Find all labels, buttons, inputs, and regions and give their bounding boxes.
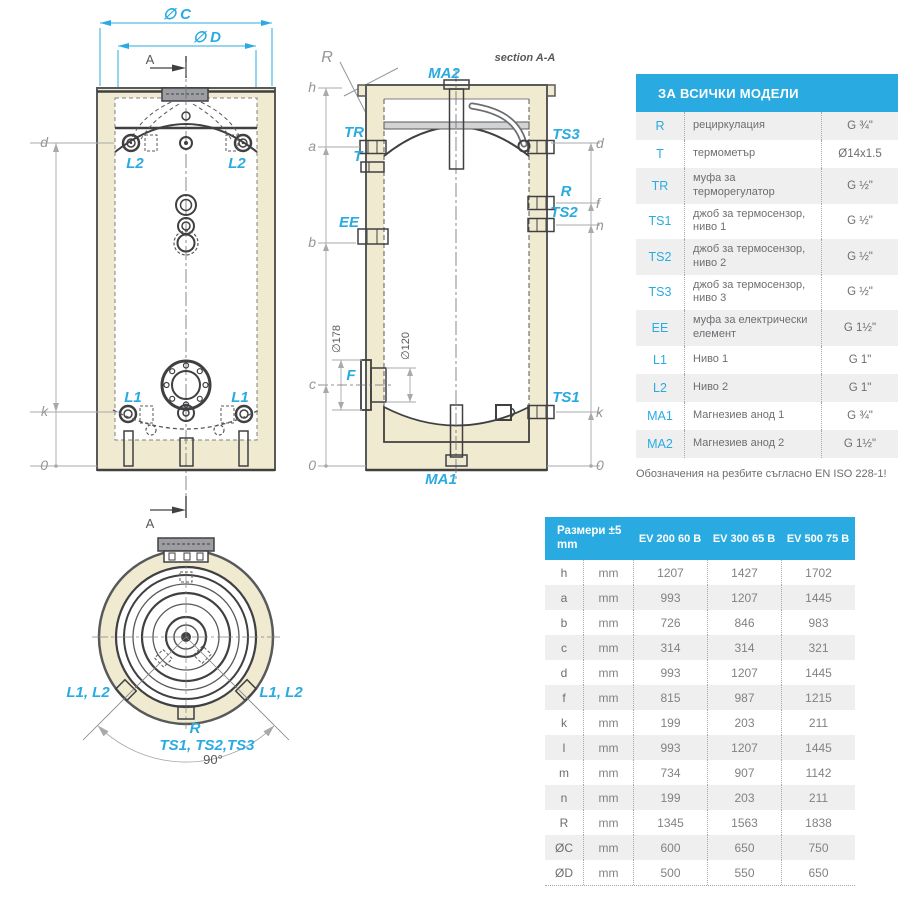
- dim-letter: ØD: [555, 865, 573, 880]
- dimensions-table-header: [545, 517, 855, 560]
- dim-letter: d: [560, 665, 568, 680]
- port-size: G ½": [847, 286, 873, 299]
- table-row: [545, 710, 855, 735]
- dim-letter: R: [559, 815, 569, 830]
- table-row: [545, 660, 855, 685]
- dim-letter: h: [560, 565, 568, 580]
- port-size: Ø14x1.5: [838, 148, 882, 160]
- table-row: [545, 560, 855, 585]
- nameplate-top: [158, 538, 214, 562]
- port-desc: муфа за терморегулатор: [684, 168, 822, 204]
- port-code: MA2: [647, 436, 673, 451]
- label-l2-left: L2: [126, 155, 144, 172]
- table-row: [636, 402, 898, 430]
- dim-radius: R: [321, 49, 333, 66]
- dim-value: 726: [633, 610, 707, 635]
- dim-value: 199: [633, 785, 707, 810]
- label-l1-left: L1: [124, 389, 142, 406]
- table-row: [636, 239, 898, 275]
- dim-value: 211: [781, 785, 855, 810]
- port-size: G ½": [847, 250, 873, 263]
- dim-letter: k: [561, 715, 567, 730]
- table-row: [545, 610, 855, 635]
- dim-letter: l: [562, 740, 566, 755]
- port-code: MA1: [647, 408, 673, 423]
- port-desc: Ниво 1: [684, 346, 822, 374]
- port-desc: рециркулация: [684, 112, 822, 140]
- section-cut-letter-bottom: A: [145, 516, 155, 531]
- dim-value: 650: [781, 860, 855, 885]
- port-code: R: [655, 119, 665, 133]
- label-l1l2-right: L1, L2: [259, 684, 303, 701]
- dim-value: 203: [707, 710, 781, 735]
- table-row: [545, 810, 855, 835]
- dim-dia-120: ∅120: [400, 332, 412, 360]
- port-desc: муфа за електрически елемент: [684, 310, 822, 346]
- dim-value: 983: [781, 610, 855, 635]
- dim-value: 987: [707, 685, 781, 710]
- label-r-port: R: [560, 183, 572, 200]
- dim-n: n: [596, 217, 604, 233]
- dim-a: a: [308, 138, 316, 154]
- dim-value: 1445: [781, 660, 855, 685]
- dim-value: 993: [633, 660, 707, 685]
- port-code: TS3: [648, 285, 672, 300]
- dim-value: 750: [781, 835, 855, 860]
- port-code: TS2: [648, 249, 672, 264]
- port-code: T: [656, 147, 664, 161]
- label-tr: TR: [344, 124, 364, 141]
- dim-value: 1207: [633, 560, 707, 585]
- table-row: [545, 635, 855, 660]
- port-code: TR: [651, 178, 669, 193]
- table-row: [545, 760, 855, 785]
- dim-c: c: [309, 376, 316, 392]
- dim-value: 314: [633, 635, 707, 660]
- dim-value: 1215: [781, 685, 855, 710]
- dim-value: 1563: [707, 810, 781, 835]
- connections-table-title: ЗА ВСИЧКИ МОДЕЛИ: [636, 74, 898, 112]
- table-row: [636, 430, 898, 458]
- dim-unit: mm: [583, 785, 633, 810]
- table-row: [636, 346, 898, 374]
- dim-unit: mm: [583, 585, 633, 610]
- table-row: [545, 785, 855, 810]
- dimensions-table: [545, 517, 855, 886]
- dim-value: 1838: [781, 810, 855, 835]
- port-desc: джоб за термосензор, ниво 1: [684, 204, 822, 240]
- dim-letter: f: [562, 690, 566, 705]
- dim-letter: ØC: [555, 840, 573, 855]
- label-ts1: TS1: [552, 389, 580, 406]
- dim-unit: mm: [583, 710, 633, 735]
- label-ts3: TS3: [552, 126, 580, 143]
- dim-unit: mm: [583, 735, 633, 760]
- port-code: EE: [651, 320, 669, 335]
- model-header: EV 500 75 B: [786, 532, 850, 545]
- dim-value: 1445: [781, 585, 855, 610]
- label-ts2: TS2: [550, 204, 578, 221]
- label-angle: 90°: [203, 752, 223, 767]
- dim-value: 203: [707, 785, 781, 810]
- dim-value: 846: [707, 610, 781, 635]
- dim-value: 600: [633, 835, 707, 860]
- front-view: [30, 6, 275, 531]
- dim-value: 321: [781, 635, 855, 660]
- port-desc: Ниво 2: [684, 374, 822, 402]
- table-row: [545, 685, 855, 710]
- port-desc: термометър: [684, 140, 822, 168]
- dim-value: 1702: [781, 560, 855, 585]
- port-code: TS1: [648, 214, 672, 229]
- dim-value: 1427: [707, 560, 781, 585]
- dim-value: 199: [633, 710, 707, 735]
- section-cut-letter: A: [145, 52, 155, 67]
- label-t: T: [353, 148, 363, 165]
- port-size: G 1": [848, 353, 872, 366]
- dim-k-right: k: [596, 404, 603, 420]
- dim-value: 1207: [707, 660, 781, 685]
- dim-value: 1207: [707, 735, 781, 760]
- label-f: F: [346, 367, 356, 384]
- dim-letter: a: [560, 590, 568, 605]
- dim-value: 1345: [633, 810, 707, 835]
- dim-unit: mm: [583, 860, 633, 885]
- dim-h: h: [308, 79, 316, 95]
- connections-table-body: [636, 112, 898, 458]
- table-row: [636, 204, 898, 240]
- connections-table: [636, 74, 898, 480]
- label-ts-group: TS1, TS2,TS3: [159, 737, 255, 754]
- dim-letter: n: [560, 790, 568, 805]
- dim-value: 734: [633, 760, 707, 785]
- dim-k: k: [41, 403, 48, 419]
- port-size: G 1½": [843, 437, 877, 450]
- thread-note: Обозначения на резбите съгласно EN ISO 228-1!: [636, 467, 887, 480]
- dims-header-label: Размери ±5 mm: [557, 524, 622, 551]
- model-header: EV 200 60 B: [638, 532, 702, 545]
- port-desc: джоб за термосензор, ниво 3: [684, 275, 822, 311]
- dim-value: 815: [633, 685, 707, 710]
- dim-unit: mm: [583, 810, 633, 835]
- section-view: [308, 49, 605, 488]
- dim-value: 1445: [781, 735, 855, 760]
- dim-dia-178: ∅178: [331, 325, 343, 353]
- dim-value: 1142: [781, 760, 855, 785]
- label-l1l2-left: L1, L2: [66, 684, 110, 701]
- port-desc: Магнезиев анод 2: [684, 430, 822, 458]
- dim-value: 1207: [707, 585, 781, 610]
- dim-value: 993: [633, 735, 707, 760]
- dim-unit: mm: [583, 835, 633, 860]
- port-size: G 1½": [843, 321, 877, 334]
- dim-unit: mm: [583, 635, 633, 660]
- table-row: [545, 860, 855, 885]
- dim-zero-right: 0: [596, 457, 604, 473]
- port-size: G 1": [848, 381, 872, 394]
- label-ma1: MA1: [425, 471, 457, 488]
- dim-b: b: [308, 234, 316, 250]
- dim-d: d: [40, 134, 48, 150]
- table-row: [636, 275, 898, 311]
- dim-dia-c: ∅ C: [162, 6, 192, 23]
- table-row: [636, 112, 898, 140]
- model-header: EV 300 65 B: [712, 532, 776, 545]
- section-title: section A-A: [494, 52, 556, 64]
- table-row: [636, 310, 898, 346]
- dim-value: 550: [707, 860, 781, 885]
- table-row: [545, 585, 855, 610]
- dim-letter: b: [560, 615, 568, 630]
- label-ma2: MA2: [428, 65, 460, 82]
- dim-unit: mm: [583, 685, 633, 710]
- port-desc: Магнезиев анод 1: [684, 402, 822, 430]
- table-row: [636, 374, 898, 402]
- table-row: [545, 735, 855, 760]
- dim-letter: c: [561, 640, 567, 655]
- dim-value: 500: [633, 860, 707, 885]
- dim-dia-d: ∅ D: [192, 29, 222, 46]
- label-l2-right: L2: [228, 155, 246, 172]
- label-ee: EE: [338, 214, 360, 231]
- dim-unit: mm: [583, 660, 633, 685]
- port-size: G ¾": [847, 409, 873, 422]
- dim-value: 993: [633, 585, 707, 610]
- dim-unit: mm: [583, 760, 633, 785]
- dim-unit: mm: [583, 560, 633, 585]
- label-l1-right: L1: [231, 389, 249, 406]
- top-view: [66, 538, 303, 767]
- dim-value: 314: [707, 635, 781, 660]
- dim-value: 211: [781, 710, 855, 735]
- port-size: G ½": [847, 215, 873, 228]
- port-size: G ¾": [847, 120, 873, 132]
- label-r-top: R: [189, 720, 201, 737]
- dim-value: 650: [707, 835, 781, 860]
- dim-unit: mm: [583, 610, 633, 635]
- port-desc: джоб за термосензор, ниво 2: [684, 239, 822, 275]
- dim-d-right: d: [596, 135, 604, 151]
- table-row: [636, 140, 898, 168]
- dim-f: f: [596, 195, 600, 211]
- dim-letter: m: [559, 765, 569, 780]
- table-row: [545, 835, 855, 860]
- port-code: L2: [653, 380, 667, 395]
- dim-value: 907: [707, 760, 781, 785]
- port-code: L1: [653, 352, 667, 367]
- table-row: [636, 168, 898, 204]
- dimensions-table-body: [545, 560, 855, 886]
- dim-zero: 0: [40, 457, 48, 473]
- port-size: G ½": [847, 179, 873, 192]
- dim-zero-left: 0: [308, 457, 316, 473]
